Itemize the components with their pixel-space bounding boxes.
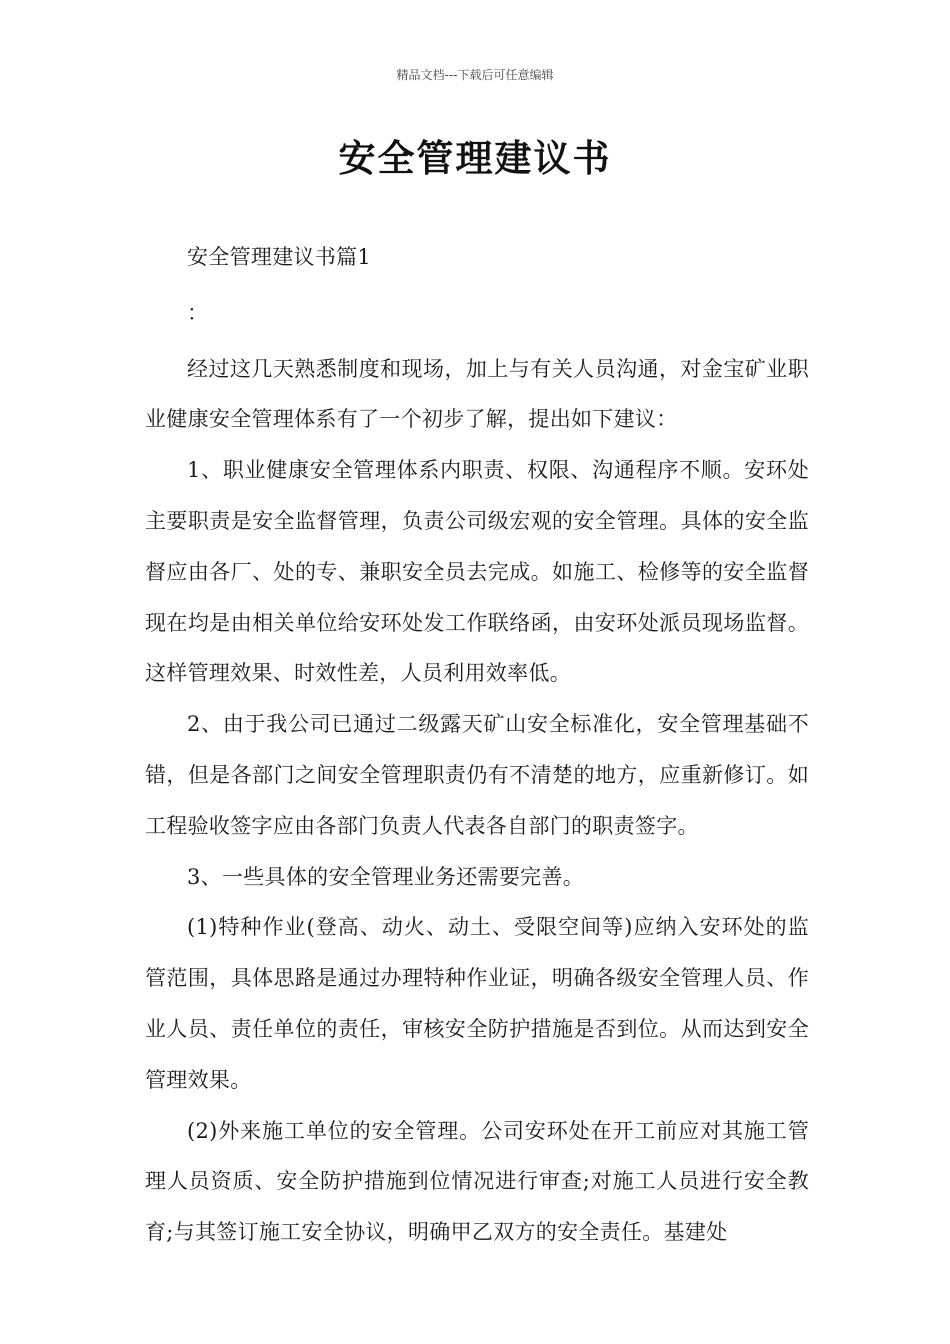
paragraph-item-2: 2、由于我公司已通过二级露天矿山安全标准化，安全管理基础不错，但是各部门之间安全管理职责仍有不清楚的地方，应重新修订。如工程验收签字应由各部门负责人代表各自部门的职责签字。: [145, 712, 809, 838]
header-note: 精品文档---下载后可任意编辑: [396, 68, 554, 82]
document-body: [145, 232, 809, 1258]
paragraph-item-1: 1、职业健康安全管理体系内职责、权限、沟通程序不顺。安环处主要职责是安全监督管理，负责公司级宏观的安全管理。具体的安全监督应由各厂、处的专、兼职安全员去完成。如施工、检修等的安全监督现在均是由相关单位给安环处发工作联络函，由安环处派员现场监督。这样管理效果、时效性差，人员利用效率低。: [145, 458, 809, 686]
paragraph-intro: 经过这几天熟悉制度和现场，加上与有关人员沟通，对金宝矿业职业健康安全管理体系有了一个初步了解，提出如下建议：: [145, 356, 809, 432]
document-title: 安全管理建议书: [338, 137, 612, 180]
paragraph-sub-1: (1)特种作业(登高、动火、动土、受限空间等)应纳入安环处的监管范围，具体思路是通过办理特种作业证，明确各级安全管理人员、作业人员、责任单位的责任，审核安全防护措施是否到位。从而达到安全管理效果。: [145, 915, 809, 1092]
paragraph-item-3: 3、一些具体的安全管理业务还需要完善。: [187, 864, 585, 889]
paragraph-sub-2: (2)外来施工单位的安全管理。公司安环处在开工前应对其施工管理人员资质、安全防护措施到位情况进行审查;对施工人员进行安全教育;与其签订施工安全协议，明确甲乙双方的安全责任。基建处: [145, 1118, 809, 1245]
colon-line: ：: [187, 300, 209, 325]
section-heading: 安全管理建议书篇1: [187, 245, 372, 269]
